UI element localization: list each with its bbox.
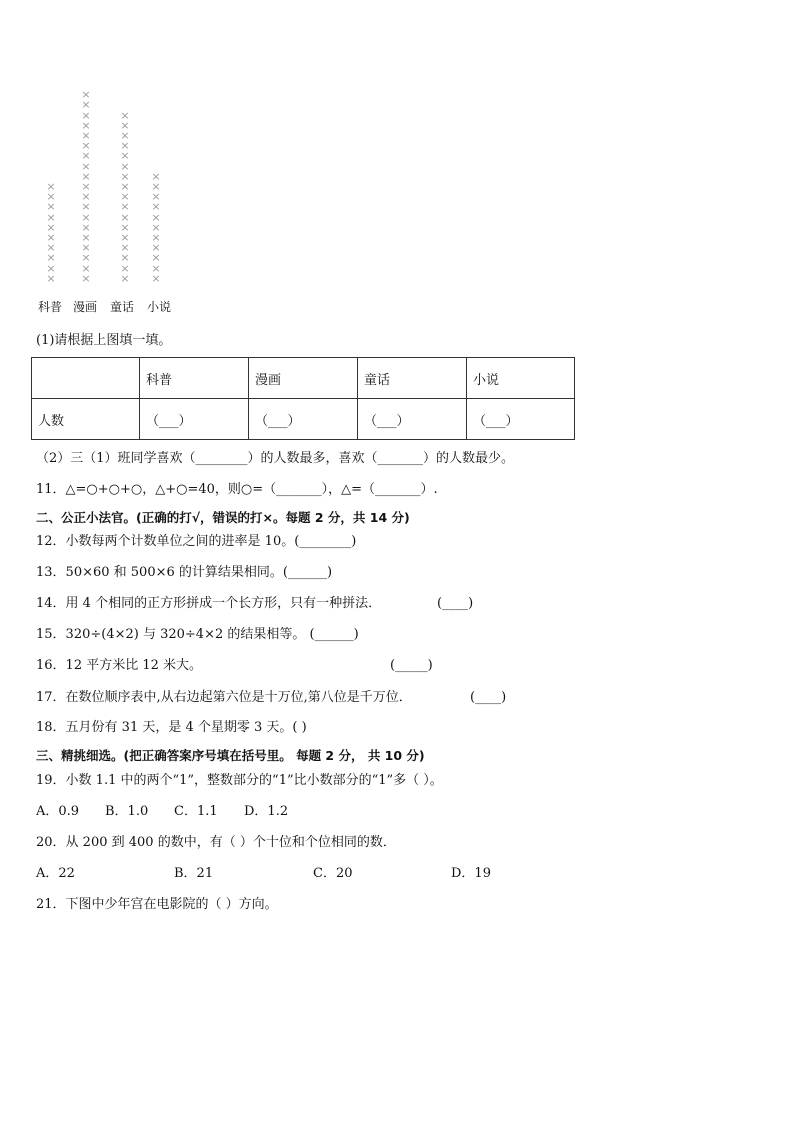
cross-mark: × bbox=[151, 210, 161, 224]
cross-mark: × bbox=[120, 241, 130, 255]
table-cell: 漫画 bbox=[249, 358, 358, 399]
cross-mark: × bbox=[151, 230, 161, 244]
q19-option-d[interactable]: D．1.2 bbox=[244, 804, 289, 819]
pictograph-column-xiaoshuo bbox=[150, 169, 162, 285]
cross-mark: × bbox=[151, 179, 161, 193]
pictograph-column-tonghua bbox=[119, 108, 131, 285]
cross-mark: × bbox=[81, 159, 91, 173]
cross-mark: × bbox=[81, 169, 91, 183]
pictograph-column-kepu bbox=[45, 179, 57, 285]
q14-blank[interactable]: (____) bbox=[437, 596, 474, 611]
cross-mark: × bbox=[151, 241, 161, 255]
cross-mark: × bbox=[46, 271, 56, 285]
cross-mark: × bbox=[120, 128, 130, 142]
cross-mark: × bbox=[151, 261, 161, 275]
cross-mark: × bbox=[81, 118, 91, 132]
section3-title: 三、精挑细选。(把正确答案序号填在括号里。 每题 2 分， 共 10 分) bbox=[36, 748, 425, 763]
answer-blank[interactable]: （___） bbox=[467, 399, 575, 440]
q11: 11．△=○+○+○，△+○=40，则○=（_______），△=（_______）. bbox=[36, 482, 438, 497]
cross-mark: × bbox=[81, 210, 91, 224]
q19-option-a[interactable]: A．0.9 bbox=[36, 804, 80, 819]
q19-stem: 19．小数 1.1 中的两个“1”，整数部分的“1”比小数部分的“1”多（ ）。 bbox=[36, 773, 443, 788]
q18: 18．五月份有 31 天，是 4 个星期零 3 天。( ) bbox=[36, 720, 307, 735]
q10-part2: （2）三（1）班同学喜欢（________）的人数最多，喜欢（_______）的人数最少。 bbox=[36, 451, 515, 466]
pictograph-label-manhua: 漫画 bbox=[73, 300, 98, 314]
cross-mark: × bbox=[120, 230, 130, 244]
cross-mark: × bbox=[46, 190, 56, 204]
table-cell bbox=[32, 358, 140, 399]
cross-mark: × bbox=[81, 220, 91, 234]
q14: 14．用 4 个相同的正方形拼成一个长方形，只有一种拼法． bbox=[36, 596, 382, 611]
cross-mark: × bbox=[81, 190, 91, 204]
q19-option-c[interactable]: C．1.1 bbox=[174, 804, 218, 819]
pictograph-label-tonghua: 童话 bbox=[110, 300, 135, 314]
cross-mark: × bbox=[46, 179, 56, 193]
cross-mark: × bbox=[81, 179, 91, 193]
cross-mark: × bbox=[151, 200, 161, 214]
cross-mark: × bbox=[46, 230, 56, 244]
cross-mark: × bbox=[81, 139, 91, 153]
q16: 16．12 平方米比 12 米大。 bbox=[36, 658, 203, 673]
cross-mark: × bbox=[46, 210, 56, 224]
cross-mark: × bbox=[81, 241, 91, 255]
cross-mark: × bbox=[46, 261, 56, 275]
cross-mark: × bbox=[81, 271, 91, 285]
q17-blank[interactable]: (____) bbox=[470, 690, 507, 705]
q10-part1: (1)请根据上图填一填。 bbox=[36, 333, 172, 348]
table-cell: 人数 bbox=[32, 399, 140, 440]
q12: 12．小数每两个计数单位之间的进率是 10。(________) bbox=[36, 534, 357, 549]
q20-option-a[interactable]: A．22 bbox=[36, 866, 75, 881]
answer-blank[interactable]: （___） bbox=[358, 399, 467, 440]
cross-mark: × bbox=[120, 251, 130, 265]
cross-mark: × bbox=[81, 128, 91, 142]
table-row bbox=[32, 358, 575, 399]
cross-mark: × bbox=[120, 179, 130, 193]
cross-mark: × bbox=[120, 271, 130, 285]
cross-mark: × bbox=[46, 200, 56, 214]
table-cell: 科普 bbox=[140, 358, 249, 399]
cross-mark: × bbox=[151, 169, 161, 183]
pictograph-label-kepu: 科普 bbox=[38, 300, 63, 314]
table-cell: 小说 bbox=[467, 358, 575, 399]
cross-mark: × bbox=[81, 230, 91, 244]
answer-blank[interactable]: （___） bbox=[249, 399, 358, 440]
q21-stem: 21．下图中少年宫在电影院的（ ）方向。 bbox=[36, 897, 278, 912]
cross-mark: × bbox=[120, 159, 130, 173]
count-table bbox=[31, 357, 575, 440]
q20-option-b[interactable]: B．21 bbox=[174, 866, 214, 881]
cross-mark: × bbox=[81, 261, 91, 275]
cross-mark: × bbox=[81, 108, 91, 122]
cross-mark: × bbox=[120, 200, 130, 214]
cross-mark: × bbox=[120, 190, 130, 204]
cross-mark: × bbox=[120, 139, 130, 153]
cross-mark: × bbox=[120, 149, 130, 163]
cross-mark: × bbox=[151, 251, 161, 265]
cross-mark: × bbox=[120, 210, 130, 224]
cross-mark: × bbox=[151, 190, 161, 204]
cross-mark: × bbox=[120, 261, 130, 275]
cross-mark: × bbox=[81, 98, 91, 112]
cross-mark: × bbox=[81, 200, 91, 214]
cross-mark: × bbox=[120, 108, 130, 122]
cross-mark: × bbox=[151, 271, 161, 285]
section2-title: 二、公正小法官。(正确的打√，错误的打×。每题 2 分，共 14 分) bbox=[36, 510, 410, 525]
table-row bbox=[32, 399, 575, 440]
cross-mark: × bbox=[151, 220, 161, 234]
q17: 17．在数位顺序表中,从右边起第六位是十万位,第八位是千万位． bbox=[36, 690, 412, 705]
cross-mark: × bbox=[81, 88, 91, 102]
answer-blank[interactable]: （___） bbox=[140, 399, 249, 440]
cross-mark: × bbox=[120, 169, 130, 183]
cross-mark: × bbox=[81, 149, 91, 163]
q16-blank[interactable]: (_____) bbox=[390, 658, 433, 673]
pictograph-label-xiaoshuo: 小说 bbox=[147, 300, 172, 314]
cross-mark: × bbox=[120, 118, 130, 132]
cross-mark: × bbox=[81, 251, 91, 265]
q15: 15．320÷(4×2) 与 320÷4×2 的结果相等。 (______) bbox=[36, 627, 359, 642]
cross-mark: × bbox=[46, 241, 56, 255]
table-cell: 童话 bbox=[358, 358, 467, 399]
pictograph-column-manhua bbox=[80, 90, 92, 284]
q13: 13．50×60 和 500×6 的计算结果相同。(______) bbox=[36, 565, 333, 580]
q20-stem: 20．从 200 到 400 的数中，有（ ）个十位和个位相同的数． bbox=[36, 835, 396, 850]
cross-mark: × bbox=[46, 251, 56, 265]
q19-option-b[interactable]: B．1.0 bbox=[105, 804, 149, 819]
cross-mark: × bbox=[120, 220, 130, 234]
q20-option-c[interactable]: C．20 bbox=[313, 866, 353, 881]
q20-option-d[interactable]: D．19 bbox=[451, 866, 491, 881]
cross-mark: × bbox=[46, 220, 56, 234]
